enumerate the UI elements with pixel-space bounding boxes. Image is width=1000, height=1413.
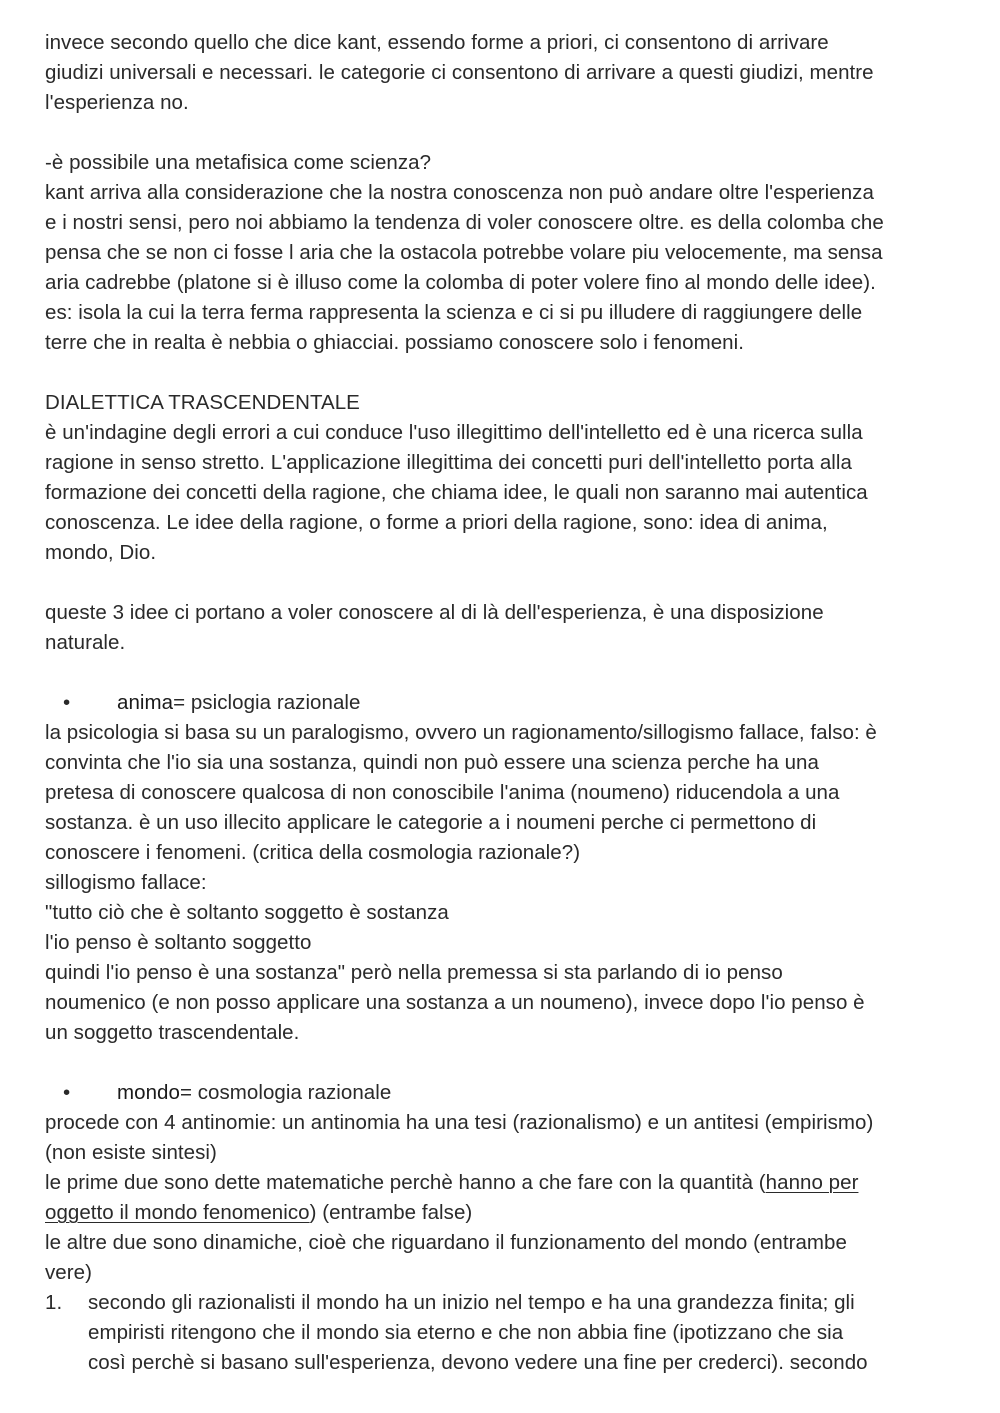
text-line: empiristi ritengono che il mondo sia eterno e che non abbia fine (ipotizzano che sia (88, 1321, 844, 1344)
underlined-text: hanno per (765, 1171, 859, 1194)
text-line: aria cadrebbe (platone si è illuso come la colomba di poter volere fino al mondo delle idee). (45, 271, 876, 294)
item-number: 1. (45, 1291, 63, 1314)
text-line: sillogismo fallace: (45, 871, 207, 894)
bullet-keyword: mondo (117, 1081, 180, 1104)
text-line: pretesa di conoscere qualcosa di non conoscibile l'anima (noumeno) riducendola a una (45, 781, 840, 804)
underlined-text: oggetto il mondo fenomenico (45, 1201, 310, 1224)
bullet-item-mondo (45, 1078, 955, 1108)
bullet-item-anima (45, 688, 955, 718)
text-line: vere) (45, 1261, 92, 1284)
text-line: mondo, Dio. (45, 541, 157, 564)
text-line: quindi l'io penso è una sostanza" però nella premessa si sta parlando di io penso (45, 961, 783, 984)
paragraph-gap (45, 658, 955, 688)
text-line: ragione in senso stretto. L'applicazione illegittima dei concetti puri dell'intelletto porta alla (45, 451, 852, 474)
bullet-text: = psiclogia razionale (173, 691, 361, 714)
text-line: un soggetto trascendentale. (45, 1021, 300, 1044)
text-line: così perchè si basano sull'esperienza, devono vedere una fine per crederci). secondo (88, 1351, 868, 1374)
paragraph-gap (45, 1048, 955, 1078)
text-line: naturale. (45, 631, 126, 654)
bullet-text: = cosmologia razionale (179, 1081, 392, 1104)
text-segment: le prime due sono dette matematiche perchè hanno a che fare con la quantità ( (45, 1171, 766, 1194)
text-line: la psicologia si basa su un paralogismo, ovvero un ragionamento/sillogismo fallace, falso: è (45, 721, 877, 744)
text-line: sostanza. è un uso illecito applicare le categorie a i noumeni perche ci permettono di (45, 811, 817, 834)
text-line: es: isola la cui la terra ferma rappresenta la scienza e ci si pu illudere di raggiungere delle (45, 301, 863, 324)
idee-paragraph (45, 598, 955, 658)
text-line: conoscere i fenomeni. (critica della cosmologia razionale?) (45, 841, 581, 864)
section-heading: DIALETTICA TRASCENDENTALE (45, 391, 360, 414)
text-line (45, 1168, 955, 1198)
question-line: -è possibile una metafisica come scienza? (45, 151, 432, 174)
text-line: è un'indagine degli errori a cui conduce l'uso illegittimo dell'intelletto ed è una ricerca sulla (45, 421, 863, 444)
text-line: queste 3 idee ci portano a voler conoscere al di là dell'esperienza, è una disposizione (45, 601, 824, 624)
text-line: formazione dei concetti della ragione, che chiama idee, le quali non saranno mai autentica (45, 481, 868, 504)
text-line: "tutto ciò che è soltanto soggetto è sostanza (45, 901, 449, 924)
text-line: convinta che l'io sia una sostanza, quindi non può essere una scienza perche ha una (45, 751, 819, 774)
text-segment: ) (entrambe false) (309, 1201, 473, 1224)
paragraph-gap (45, 358, 955, 388)
text-line: le altre due sono dinamiche, cioè che riguardano il funzionamento del mondo (entrambe (45, 1231, 847, 1254)
anima-section (45, 688, 955, 1048)
bullet-keyword: anima (117, 691, 174, 714)
text-line: l'esperienza no. (45, 91, 189, 114)
numbered-item-1 (45, 1288, 955, 1378)
text-line: kant arriva alla considerazione che la nostra conoscenza non può andare oltre l'esperienza (45, 181, 874, 204)
bullet-icon: • (63, 691, 71, 714)
text-line: secondo gli razionalisti il mondo ha un inizio nel tempo e ha una grandezza finita; gli (88, 1291, 855, 1314)
paragraph-gap (45, 568, 955, 598)
text-line: l'io penso è soltanto soggetto (45, 931, 312, 954)
text-line: procede con 4 antinomie: un antinomia ha una tesi (razionalismo) e un antitesi (empirismo) (45, 1111, 874, 1134)
text-line: noumenico (e non posso applicare una sostanza a un noumeno), invece dopo l'io penso è (45, 991, 865, 1014)
text-line: terre che in realta è nebbia o ghiacciai. possiamo conoscere solo i fenomeni. (45, 331, 744, 354)
intro-paragraph (45, 28, 955, 118)
text-line: e i nostri sensi, pero noi abbiamo la tendenza di voler conoscere oltre. es della colomba che (45, 211, 884, 234)
text-line: giudizi universali e necessari. le categorie ci consentono di arrivare a questi giudizi, mentre (45, 61, 874, 84)
text-line: conoscenza. Le idee della ragione, o forme a priori della ragione, sono: idea di anima, (45, 511, 828, 534)
text-line: (non esiste sintesi) (45, 1141, 217, 1164)
text-line (45, 1198, 955, 1228)
text-line: invece secondo quello che dice kant, essendo forme a priori, ci consentono di arrivare (45, 31, 829, 54)
dialettica-paragraph (45, 388, 955, 568)
metafisica-paragraph (45, 148, 955, 358)
paragraph-gap (45, 118, 955, 148)
bullet-icon: • (63, 1081, 71, 1104)
mondo-section (45, 1078, 955, 1378)
text-line: pensa che se non ci fosse l aria che la ostacola potrebbe volare piu velocemente, ma sensa (45, 241, 883, 264)
